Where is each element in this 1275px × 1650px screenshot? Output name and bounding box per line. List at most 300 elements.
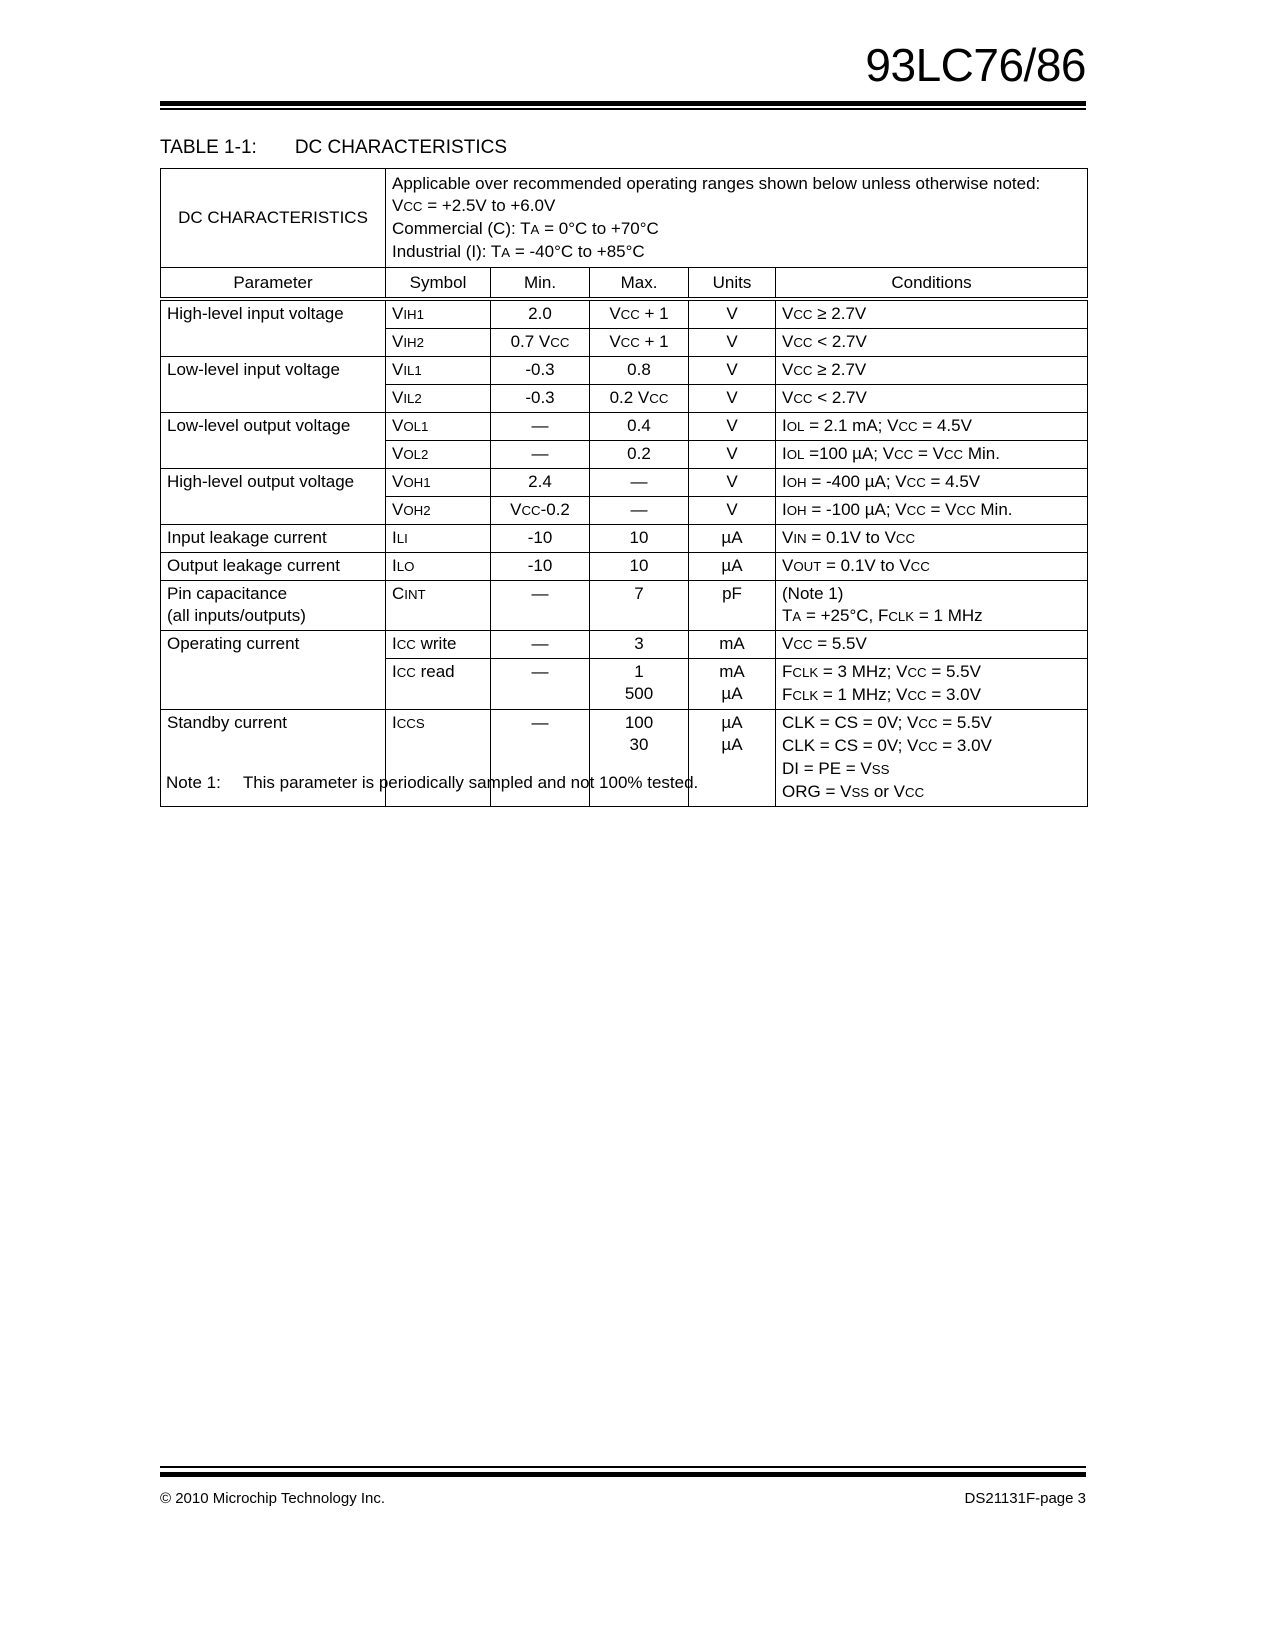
cell-line [782,712,1081,735]
min-cell [491,299,590,329]
text-segment: I [392,556,397,575]
cell-line [497,415,583,437]
text-segment: I [782,472,787,491]
cell-line [497,387,583,409]
text-segment: = 5.5V [926,662,981,681]
text-segment: I [392,662,397,681]
text-segment: + 1 [639,332,669,351]
cell-line [392,527,484,550]
text-segment: Min. [975,500,1013,519]
text-segment: = V [925,500,957,519]
text-segment: — [531,634,549,653]
cond-cell [776,710,1088,807]
text-segment: -0.2 [540,500,570,519]
cell-line [596,712,682,734]
parameter-cell [161,413,386,469]
subscript-text: CC [943,447,964,462]
subscript-text: CC [895,531,916,546]
text-segment: 0.2 [627,444,651,463]
cell-line [695,633,769,655]
text-segment: = 4.5V [917,416,972,435]
cell-line [497,712,583,734]
text-segment: = 4.5V [925,472,981,491]
text-segment: = 2.1 mA; V [804,416,899,435]
text-segment: (Note 1) [782,584,844,603]
parameter-cell [161,631,386,710]
symbol-cell [386,659,491,710]
text-segment: -0.3 [525,360,555,379]
units-cell [689,581,776,631]
cell-line [596,415,682,437]
text-segment: = 3.0V [937,736,992,755]
cell-line [497,583,583,605]
subscript-text: A [501,244,511,260]
min-cell [491,659,590,710]
symbol-cell [386,553,491,581]
cell-line [167,527,379,549]
text-segment: 3 [634,634,644,653]
text-segment: Standby current [167,713,288,732]
subscript-text: LI [396,531,408,546]
note-text: This parameter is periodically sampled and not 100% tested. [242,773,699,792]
cell-line [392,195,1081,218]
text-segment: V [782,634,794,653]
text-segment: = 5.5V [937,713,992,732]
text-segment: -0.3 [525,388,555,407]
text-segment: DI = PE = V [782,759,872,778]
min-cell [491,329,590,357]
subscript-text: CC [403,198,423,214]
subscript-text: CC [907,688,927,703]
cond-cell [776,413,1088,441]
subscript-text: CC [396,665,416,680]
text-segment: — [630,472,648,491]
text-segment: 0.2 V [609,388,650,407]
text-segment: V [510,500,522,519]
units-cell [689,659,776,710]
cell-line [782,415,1081,438]
subscript-text: LO [396,559,415,574]
min-cell [491,469,590,497]
symbol-cell [386,441,491,469]
text-segment: Low-level input voltage [167,360,340,379]
min-cell [491,631,590,659]
symbol-cell [386,357,491,385]
units-cell [689,441,776,469]
min-cell [491,413,590,441]
table-row [161,631,1088,659]
cell-line [596,499,682,521]
subscript-text: OL [786,419,805,434]
cell-line [167,633,379,655]
text-segment: 0.4 [627,416,651,435]
cell-line [392,661,484,684]
subscript-text: CC [918,716,938,731]
cell-line [392,415,484,438]
text-segment: = -400 µA; V [806,472,907,491]
text-segment: High-level input voltage [167,304,344,323]
cond-cell [776,553,1088,581]
text-segment: I [392,713,397,732]
cell-line [497,331,583,354]
subscript-text: CLK [888,609,915,624]
table-row [161,299,1088,329]
cell-line [497,527,583,549]
text-segment: 2.0 [528,304,552,323]
column-header-parameter: Parameter [161,268,386,300]
text-segment: 2.4 [528,472,552,491]
text-segment: Input leakage current [167,528,327,547]
table-row [161,469,1088,497]
cell-line [392,583,484,606]
max-cell [590,525,689,553]
text-segment: V [392,472,404,491]
text-segment: V [782,388,794,407]
text-segment: High-level output voltage [167,472,355,491]
cell-line [392,387,484,410]
text-segment: = 0.1V to V [821,556,911,575]
cell-line [392,499,484,522]
cell-line [596,661,682,683]
cell-line [695,683,769,705]
cell-line [392,303,484,326]
text-segment: I [782,444,787,463]
text-segment: — [531,416,549,435]
cond-cell [776,329,1088,357]
subscript-text: IH1 [403,307,424,322]
cell-line [782,781,1081,804]
max-cell [590,357,689,385]
subscript-text: OL [786,447,805,462]
cell-line [782,555,1081,578]
text-segment: = 1 MHz [914,606,983,625]
corner-label: DC CHARACTERISTICS [161,169,386,268]
subscript-text: INT [404,587,426,602]
cell-line [596,359,682,381]
subscript-text: IN [793,531,807,546]
cell-line [497,661,583,683]
cell-line [695,661,769,683]
text-segment: -10 [527,556,553,575]
cell-line [497,359,583,381]
text-segment: V [726,332,738,351]
subscript-text: CC [620,335,640,350]
text-segment: V [392,444,404,463]
min-cell [491,441,590,469]
subscript-text: OH2 [403,503,431,518]
units-cell [689,385,776,413]
text-segment: = 3.0V [926,685,981,704]
subscript-text: CC [793,391,813,406]
subscript-text: CC [894,447,914,462]
cell-line [695,499,769,521]
text-segment: V [392,360,404,379]
subscript-text: CC [918,739,938,754]
cell-line [782,359,1081,382]
cell-line [782,303,1081,326]
parameter-cell [161,553,386,581]
text-segment: = 5.5V [812,634,867,653]
footer-rule-thick [160,1472,1086,1477]
cell-line [392,173,1081,195]
cell-line [392,331,484,354]
text-segment: write [415,634,457,653]
cell-line [392,359,484,382]
cell-line [695,734,769,756]
text-segment: -10 [527,528,553,547]
cell-line [782,499,1081,522]
subscript-text: CC [396,637,416,652]
header-rule-thin [160,108,1086,110]
text-segment: — [531,713,549,732]
cell-line [392,712,484,735]
table-row [161,581,1088,631]
subscript-text: CC [521,503,541,518]
text-segment: I [392,528,397,547]
max-cell [590,441,689,469]
cell-line [695,583,769,605]
footer-page-number: DS21131F-page 3 [964,1490,1086,1507]
cond-cell [776,525,1088,553]
subscript-text: A [792,609,802,624]
cond-cell [776,631,1088,659]
symbol-cell [386,525,491,553]
cond-cell [776,497,1088,525]
table-row [161,357,1088,385]
table-caption [160,137,507,159]
column-header-symbol: Symbol [386,268,491,300]
cond-cell [776,581,1088,631]
column-header-row [161,268,1088,300]
units-cell [689,329,776,357]
subscript-text: OH1 [403,475,431,490]
text-segment: = +2.5V to +6.0V [422,195,556,215]
table-row [161,525,1088,553]
text-segment: V [782,556,794,575]
text-segment: 500 [624,684,654,703]
cell-line [695,443,769,465]
cell-line [596,527,682,549]
text-segment: = 0.1V to V [806,528,896,547]
cell-line [392,443,484,466]
header-rule-thick [160,101,1086,106]
text-segment: V [726,472,738,491]
units-cell [689,469,776,497]
table-title: DC CHARACTERISTICS [294,137,507,158]
min-cell [491,385,590,413]
subscript-text: SS [871,762,890,777]
text-segment: ORG = V [782,782,852,801]
min-cell [491,553,590,581]
max-cell [590,631,689,659]
table-row [161,413,1088,441]
text-segment: = 3 MHz; V [818,662,908,681]
cell-line [167,303,379,325]
text-segment: = 0°C to +70°C [539,218,659,238]
footer-copyright: © 2010 Microchip Technology Inc. [160,1490,386,1507]
column-header-conditions: Conditions [776,268,1088,300]
cell-line [167,415,379,437]
cell-line [782,684,1081,707]
cell-line [782,471,1081,494]
cell-line [695,359,769,381]
max-cell [590,659,689,710]
subscript-text: A [530,221,540,237]
subscript-text: OL1 [403,419,429,434]
units-cell [689,553,776,581]
text-segment: µA [721,735,743,754]
table-note [166,773,698,793]
text-segment: 10 [629,528,649,547]
text-segment: I [782,500,787,519]
cell-line [782,387,1081,410]
cell-line [392,633,484,656]
cell-line [392,218,1081,241]
cell-line [392,471,484,494]
cell-line [782,758,1081,781]
units-cell [689,631,776,659]
cell-line [497,443,583,465]
text-segment: =100 µA; V [804,444,895,463]
max-cell [590,413,689,441]
subscript-text: CC [906,475,926,490]
cell-line [782,331,1081,354]
max-cell [590,299,689,329]
text-segment: V [726,444,738,463]
cell-line [497,633,583,655]
text-segment: I [782,416,787,435]
units-cell [689,413,776,441]
units-cell [689,357,776,385]
text-segment: V [782,360,794,379]
text-segment: read [415,662,455,681]
symbol-cell [386,631,491,659]
text-segment: µA [721,713,743,732]
cell-line [596,331,682,354]
cell-line [782,583,1081,605]
subscript-text: OUT [793,559,822,574]
column-header-min: Min. [491,268,590,300]
text-segment: = V [913,444,944,463]
cell-line [695,471,769,493]
max-cell [590,469,689,497]
symbol-cell [386,413,491,441]
symbol-cell [386,469,491,497]
min-cell [491,581,590,631]
cell-line [596,583,682,605]
cell-line [167,555,379,577]
text-segment: = -100 µA; V [806,500,907,519]
max-cell [590,329,689,357]
cell-line [695,331,769,353]
subscript-text: OH [786,475,807,490]
cell-line [596,471,682,493]
text-segment: 100 [624,713,654,732]
text-segment: V [726,304,738,323]
cell-line [596,734,682,756]
footer-rule-thin [160,1466,1086,1468]
text-segment: F [782,685,793,704]
text-segment: V [392,304,404,323]
text-segment: (all inputs/outputs) [167,606,306,625]
subscript-text: IH2 [403,335,424,350]
text-segment: 0.8 [627,360,651,379]
cell-line [782,735,1081,758]
symbol-cell [386,581,491,631]
text-segment: Commercial (C): T [392,218,531,238]
subscript-text: CC [956,503,976,518]
text-segment: V [609,304,621,323]
text-segment: Industrial (I): T [392,241,502,261]
text-segment: 30 [629,735,649,754]
text-segment: 1 [634,662,644,681]
cell-line [596,387,682,410]
text-segment: ≥ 2.7V [812,360,867,379]
text-segment: I [392,634,397,653]
text-segment: Operating current [167,634,300,653]
cell-line [167,471,379,493]
subscript-text: CC [898,419,918,434]
text-segment: CLK = CS = 0V; V [782,736,919,755]
text-segment: — [531,584,549,603]
cell-line [167,583,379,605]
cond-cell [776,385,1088,413]
subscript-text: CC [793,363,813,378]
symbol-cell [386,497,491,525]
cell-line [782,443,1081,466]
subscript-text: CC [910,559,930,574]
text-segment: µA [721,528,743,547]
cell-line [167,712,379,734]
text-segment: V [392,500,404,519]
subscript-text: OL2 [403,447,429,462]
subscript-text: IL1 [403,363,422,378]
text-segment: V [782,528,794,547]
cell-line [596,303,682,326]
text-segment: + 1 [639,304,669,323]
cell-line [782,633,1081,656]
subscript-text: CC [793,637,813,652]
text-segment: < 2.7V [812,388,867,407]
text-segment: = 1 MHz; V [818,685,908,704]
subscript-text: IL2 [403,391,422,406]
text-segment: T [782,606,793,625]
cond-cell [776,357,1088,385]
cond-cell [776,441,1088,469]
table-header-conditions-row [161,169,1088,268]
max-cell [590,581,689,631]
cond-cell [776,659,1088,710]
text-segment: Pin capacitance [167,584,288,603]
symbol-cell [386,299,491,329]
text-segment: C [392,584,405,603]
parameter-cell [161,581,386,631]
text-segment: — [531,662,549,681]
text-segment: mA [719,634,745,653]
cell-line [782,605,1081,628]
text-segment: pF [722,584,742,603]
subscript-text: CCS [396,716,425,731]
parameter-cell [161,469,386,525]
cell-line [782,527,1081,550]
units-cell [689,497,776,525]
text-segment: CLK = CS = 0V; V [782,713,919,732]
cell-line [695,712,769,734]
parameter-cell [161,525,386,553]
text-segment: V [392,195,404,215]
cell-line [695,415,769,437]
text-segment: V [726,500,738,519]
